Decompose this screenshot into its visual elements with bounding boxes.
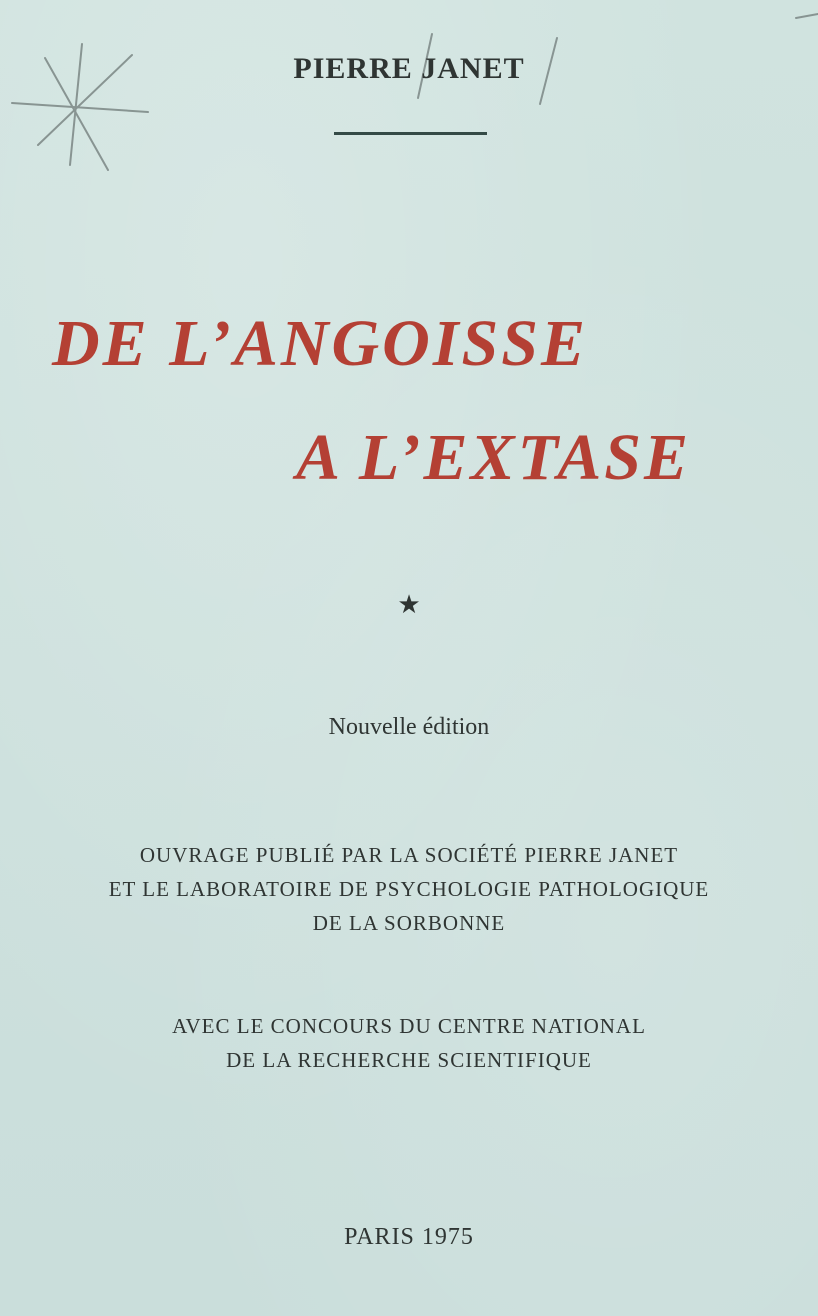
pencil-star-stroke bbox=[12, 103, 148, 112]
support-statement bbox=[0, 1009, 818, 1077]
support-line: DE LA RECHERCHE SCIENTIFIQUE bbox=[226, 1048, 592, 1072]
pencil-mark-corner bbox=[796, 14, 818, 18]
title-line-2: A L’EXTASE bbox=[296, 421, 691, 494]
place-and-year: PARIS 1975 bbox=[344, 1224, 474, 1250]
divider-rule bbox=[334, 132, 487, 135]
author-name: PIERRE JANET bbox=[293, 52, 525, 85]
edition-label: Nouvelle édition bbox=[328, 714, 490, 740]
publisher-statement bbox=[0, 838, 818, 940]
publisher-line: OUVRAGE PUBLIÉ PAR LA SOCIÉTÉ PIERRE JANET bbox=[139, 843, 679, 867]
publisher-line: ET LE LABORATOIRE DE PSYCHOLOGIE PATHOLOGIQUE bbox=[108, 877, 710, 901]
title-line-1: DE L’ANGOISSE bbox=[52, 307, 588, 380]
support-line: AVEC LE CONCOURS DU CENTRE NATIONAL bbox=[172, 1014, 646, 1038]
volume-star-icon: ★ bbox=[397, 590, 421, 620]
publisher-line: DE LA SORBONNE bbox=[312, 911, 506, 935]
